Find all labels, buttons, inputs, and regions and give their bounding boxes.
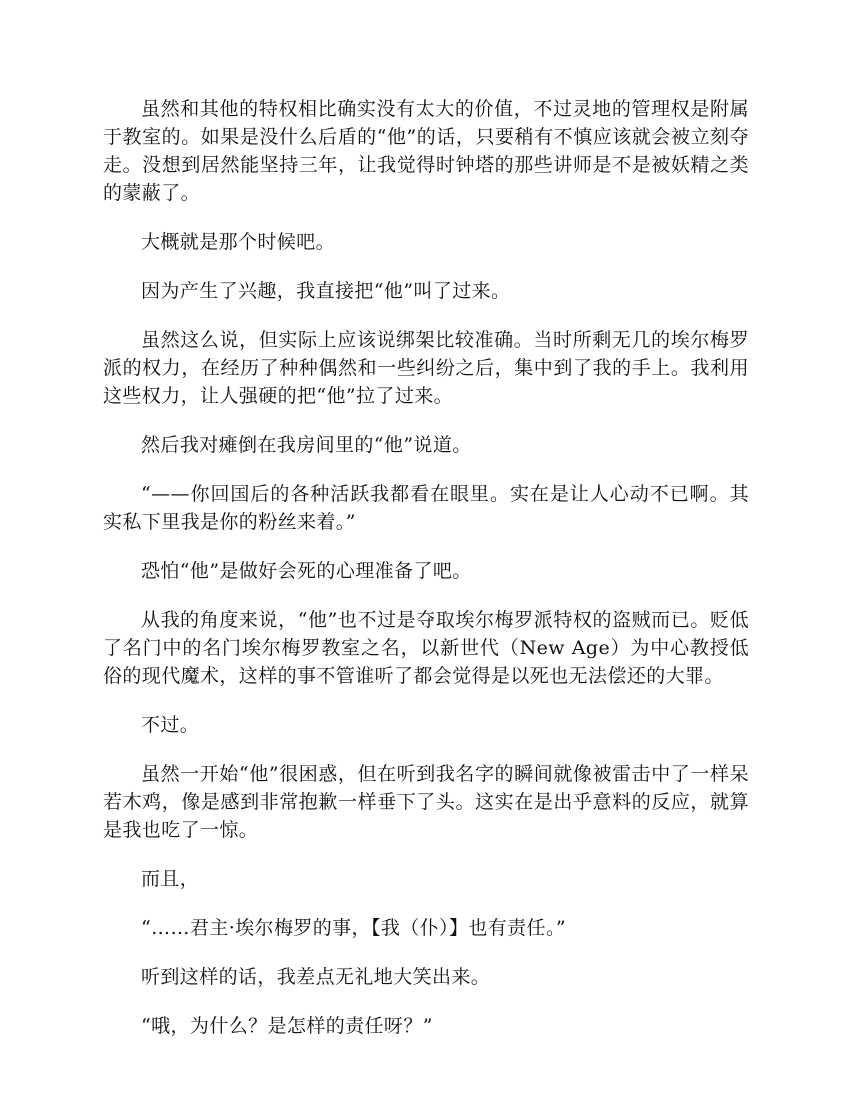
paragraph: “——你回国后的各种活跃我都看在眼里。实在是让人心动不已啊。其实私下里我是你的粉丝来着。”: [103, 483, 749, 533]
paragraph: 不过。: [141, 714, 200, 736]
document-page: [103, 95, 749, 1061]
paragraph: 恐怕“他”是做好会死的心理准备了吧。: [141, 560, 472, 582]
paragraph: 虽然这么说，但实际上应该说绑架比较准确。当时所剩无几的埃尔梅罗派的权力，在经历了种种偶然和一些纠纷之后，集中到了我的手上。我利用这些权力，让人强硬的把“他”拉了过来。: [103, 329, 749, 407]
paragraph: 虽然和其他的特权相比确实没有太大的价值，不过灵地的管理权是附属于教室的。如果是没什么后盾的“他”的话，只要稍有不慎应该就会被立刻夺走。没想到居然能坚持三年，让我觉得时钟塔的那些讲师是不是被妖精之类的蒙蔽了。: [103, 98, 749, 204]
paragraph: 虽然一开始“他”很困惑，但在听到我名字的瞬间就像被雷击中了一样呆若木鸡，像是感到非常抱歉一样垂下了头。这实在是出乎意料的反应，就算是我也吃了一惊。: [103, 763, 749, 841]
paragraph: 大概就是那个时候吧。: [141, 231, 336, 253]
paragraph: 从我的角度来说，“他”也不过是夺取埃尔梅罗派特权的盗贼而已。贬低了名门中的名门埃尔梅罗教室之名，以新世代（New Age）为中心教授低俗的现代魔术，这样的事不管谁听了都会觉得是以死也无法偿还的大罪。: [103, 609, 749, 687]
paragraph: 然后我对瘫倒在我房间里的“他”说道。: [141, 434, 472, 456]
paragraph: 听到这样的话，我差点无礼地大笑出来。: [141, 966, 491, 988]
paragraph: 因为产生了兴趣，我直接把“他”叫了过来。: [141, 280, 511, 302]
paragraph: “哦，为什么？是怎样的责任呀？”: [141, 1015, 433, 1037]
paragraph: 而且，: [141, 868, 200, 890]
paragraph: “……君主·埃尔梅罗的事，【我（仆）】也有责任。”: [141, 917, 566, 939]
